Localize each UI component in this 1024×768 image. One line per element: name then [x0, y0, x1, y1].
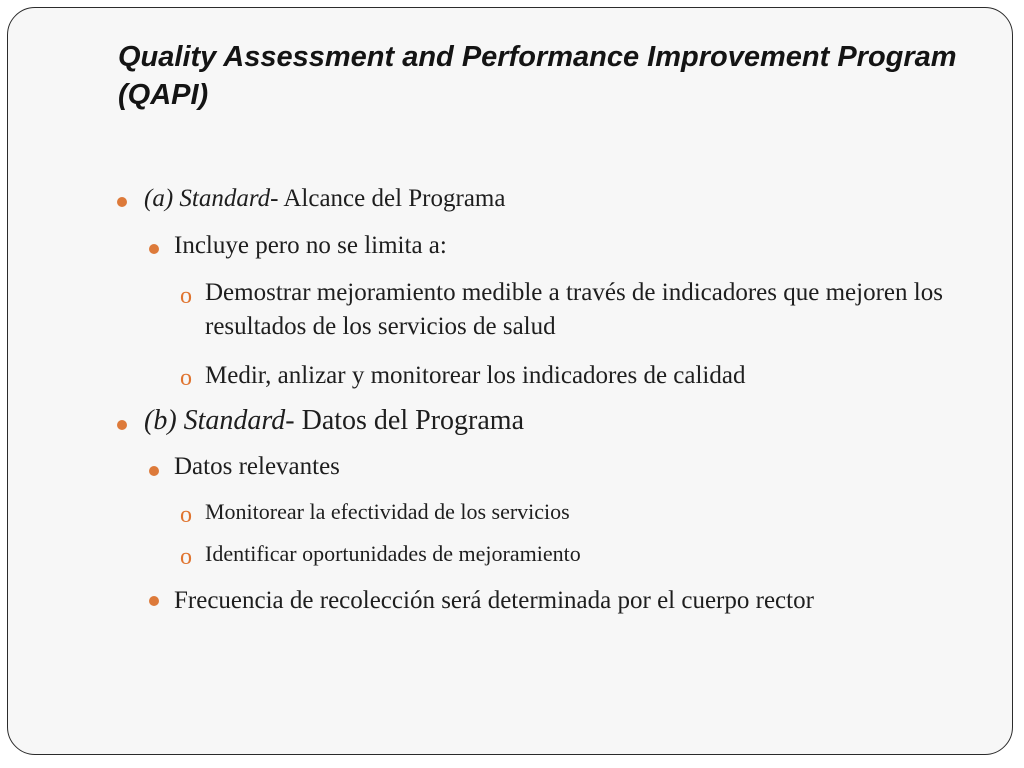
section-b-sub-label: Datos relevantes	[174, 453, 340, 480]
slide-title: Quality Assessment and Performance Improvement Program (QAPI)	[118, 41, 957, 111]
section-b-prefix: (b) Standard-	[144, 405, 295, 436]
bullet-icon	[117, 420, 127, 430]
section-a-prefix: (a) Standard-	[144, 185, 279, 212]
section-a-title: Alcance del Programa	[278, 185, 506, 212]
bullet-icon	[149, 596, 159, 606]
slide-body	[8, 8, 1012, 754]
section-a-item-1: Demostrar mejoramiento medible a través de indicadores que mejoren los resultados de los servicios de salud	[205, 279, 943, 340]
o-bullet-icon: o	[180, 502, 192, 528]
section-b-item-2: Identificar oportunidades de mejoramiento	[205, 541, 581, 566]
section-b-title: Datos del Programa	[294, 405, 524, 436]
bullet-icon	[149, 244, 159, 254]
section-a-item-2: Medir, anlizar y monitorear los indicadores de calidad	[205, 362, 746, 389]
bullet-icon	[117, 197, 127, 207]
section-b-heading	[144, 405, 524, 437]
o-bullet-icon: o	[180, 365, 192, 391]
o-bullet-icon: o	[180, 544, 192, 570]
section-a-heading	[144, 185, 505, 213]
o-bullet-icon: o	[180, 283, 192, 309]
section-b-item-1: Monitorear la efectividad de los servicios	[205, 499, 570, 524]
slide	[7, 7, 1013, 755]
section-b-extra: Frecuencia de recolección será determinada por el cuerpo rector	[174, 587, 814, 614]
section-a-sub-label: Incluye pero no se limita a:	[174, 232, 447, 259]
bullet-icon	[149, 466, 159, 476]
